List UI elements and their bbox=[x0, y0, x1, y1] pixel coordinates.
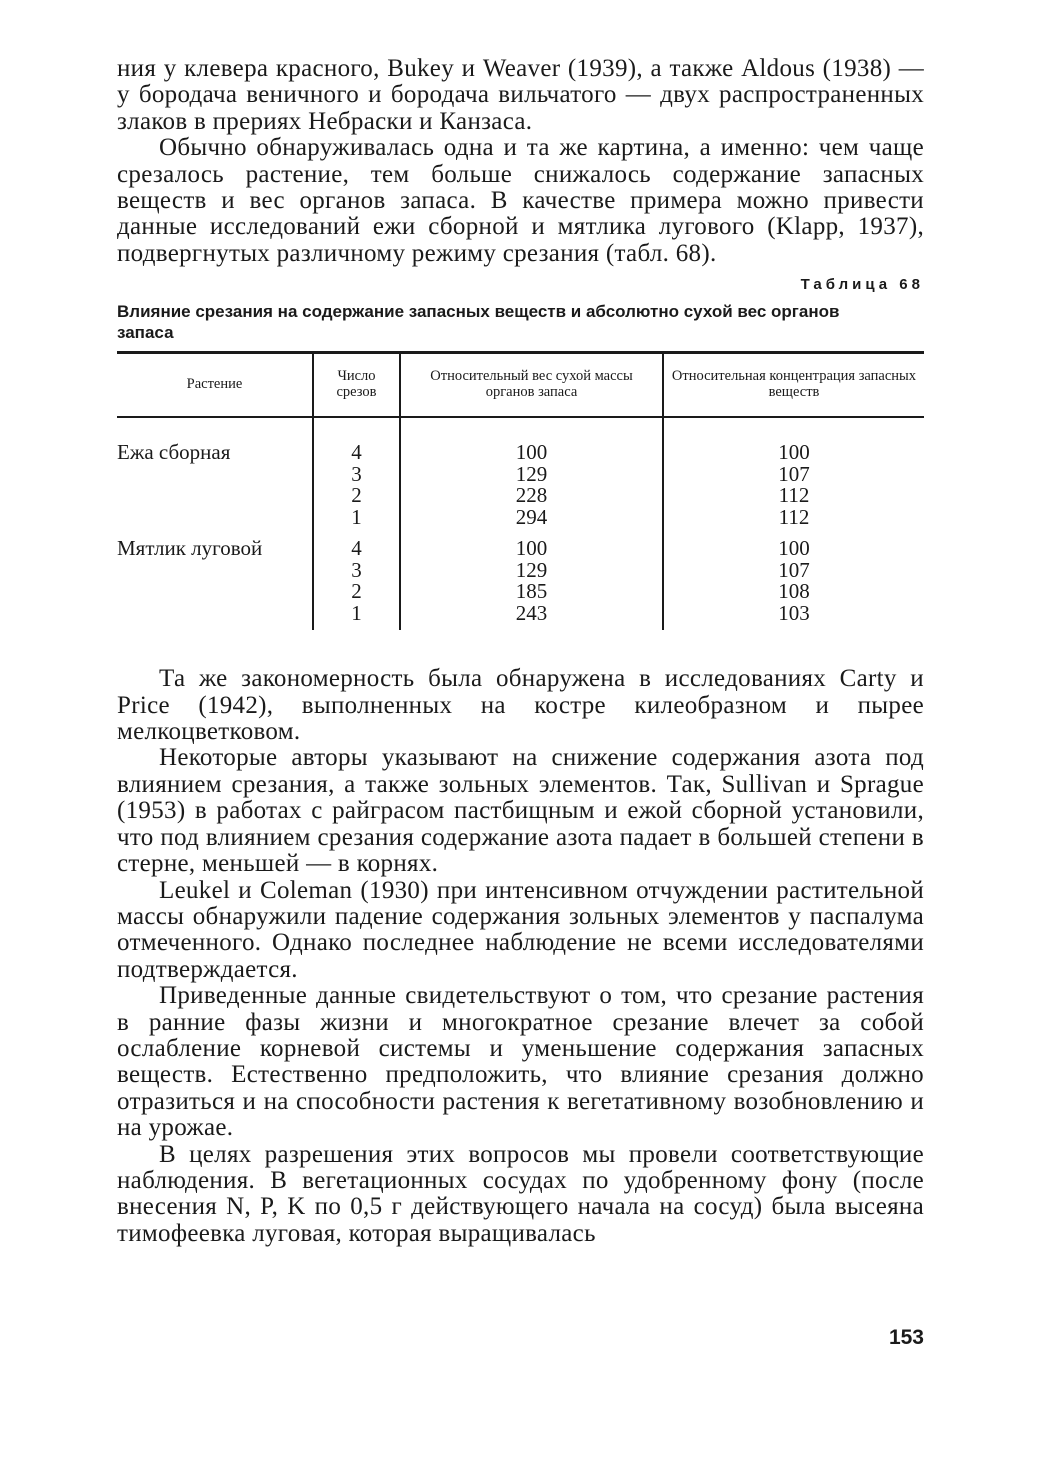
cell-concentration: 112 bbox=[663, 485, 924, 507]
cell-weight: 100 bbox=[400, 528, 663, 560]
cell-weight: 129 bbox=[400, 560, 663, 582]
page-body bbox=[117, 56, 924, 1247]
cell-cuts: 3 bbox=[313, 464, 400, 486]
table-body bbox=[117, 417, 924, 630]
cell-plant: Мятлик луговой bbox=[117, 536, 263, 561]
paragraph-5: Leukel и Coleman (1930) при интенсивном отчуждении растительной массы обнаружили падение содержания зольных элементов у паспалума отмеченного. Однако последнее наблюдение не всеми исследователями подтверждается. bbox=[117, 876, 924, 983]
cell-plant: Ежа сборная bbox=[117, 440, 231, 465]
cell-plant bbox=[117, 603, 313, 631]
header-weight: Относительный вес сухой массы органов запаса bbox=[400, 353, 663, 418]
table-row bbox=[117, 603, 924, 631]
cell-concentration: 108 bbox=[663, 581, 924, 603]
cell-weight: 243 bbox=[400, 603, 663, 631]
cell-weight: 185 bbox=[400, 581, 663, 603]
cell-weight: 129 bbox=[400, 464, 663, 486]
cell-cuts: 2 bbox=[313, 581, 400, 603]
paragraph-3: Та же закономерность была обнаружена в исследованиях Carty и Price (1942), выполненных на костре килеобразном и пырее мелкоцветковом. bbox=[117, 665, 924, 746]
page-number: 153 bbox=[888, 1326, 924, 1349]
cell-concentration: 100 bbox=[663, 528, 924, 560]
cell-concentration: 107 bbox=[663, 560, 924, 582]
table-row bbox=[117, 560, 924, 582]
cell-concentration: 100 bbox=[663, 417, 924, 464]
cell-concentration: 107 bbox=[663, 464, 924, 486]
table-header-row bbox=[117, 353, 924, 418]
table-label: Таблица 68 bbox=[800, 276, 924, 294]
cell-plant bbox=[117, 560, 313, 582]
body-text-lower bbox=[117, 666, 924, 1247]
paragraph-7: В целях разрешения этих вопросов мы провели соответствующие наблюдения. В вегетационных сосудах по удобренному фону (после внесения N, P, K по 0,5 г действующего начала на сосуд) была высеяна тимофеевка луговая, которая выращивалась bbox=[117, 1140, 924, 1247]
cell-weight: 100 bbox=[400, 417, 663, 464]
cell-cuts: 4 bbox=[313, 417, 400, 464]
table-row bbox=[117, 528, 924, 560]
cell-plant bbox=[117, 581, 313, 603]
header-cuts: Число срезов bbox=[313, 353, 400, 418]
cell-plant bbox=[117, 464, 313, 486]
cell-concentration: 112 bbox=[663, 507, 924, 529]
cell-weight: 294 bbox=[400, 507, 663, 529]
table-row bbox=[117, 507, 924, 529]
data-table bbox=[117, 351, 924, 630]
cell-cuts: 4 bbox=[313, 528, 400, 560]
cell-cuts: 1 bbox=[313, 507, 400, 529]
table-caption: Влияние срезания на содержание запасных веществ и абсолютно сухой вес органов запаса bbox=[117, 302, 840, 343]
cell-concentration: 103 bbox=[663, 603, 924, 631]
table-row bbox=[117, 485, 924, 507]
cell-plant bbox=[117, 507, 313, 529]
table-row bbox=[117, 417, 924, 464]
cell-cuts: 2 bbox=[313, 485, 400, 507]
table-row bbox=[117, 581, 924, 603]
paragraph-4: Некоторые авторы указывают на снижение содержания азота под влиянием срезания, а также зольных элементов. Так, Sullivan и Sprague (1953) в работах с райграсом пастбищным и ежой сборной установили, что под влиянием срезания содержание азота падает в большей степени в стерне, меньшей — в корнях. bbox=[117, 744, 924, 878]
header-concentration: Относительная концентрация запасных веществ bbox=[663, 353, 924, 418]
cell-cuts: 3 bbox=[313, 560, 400, 582]
cell-cuts: 1 bbox=[313, 603, 400, 631]
cell-weight: 228 bbox=[400, 485, 663, 507]
paragraph-2: Обычно обнаруживалась одна и та же картина, а именно: чем чаще срезалось растение, тем больше снижалось содержание запасных веществ и вес органов запаса. В качестве примера можно привести данные исследований ежи сборной и мятлика лугового (Klapp, 1937), подвергнутых различному режиму срезания (табл. 68). bbox=[117, 134, 924, 267]
header-plant: Растение bbox=[117, 353, 313, 418]
paragraph-6: Приведенные данные свидетельствуют о том, что срезание растения в ранние фазы жизни и многократное срезание влечет за собой ослабление корневой системы и уменьшение содержания запасных веществ. Естественно предположить, что влияние срезания должно отразиться и на способности растения к вегетативному возобновлению и на урожае. bbox=[117, 982, 924, 1142]
paragraph-1: ния у клевера красного, Bukey и Weaver (1939), а также Aldous (1938) — у бородача веничного и бородача вильчатого — двух распространенных злаков в прериях Небраски и Канзаса. bbox=[117, 55, 924, 135]
cell-plant bbox=[117, 485, 313, 507]
table-row bbox=[117, 464, 924, 486]
